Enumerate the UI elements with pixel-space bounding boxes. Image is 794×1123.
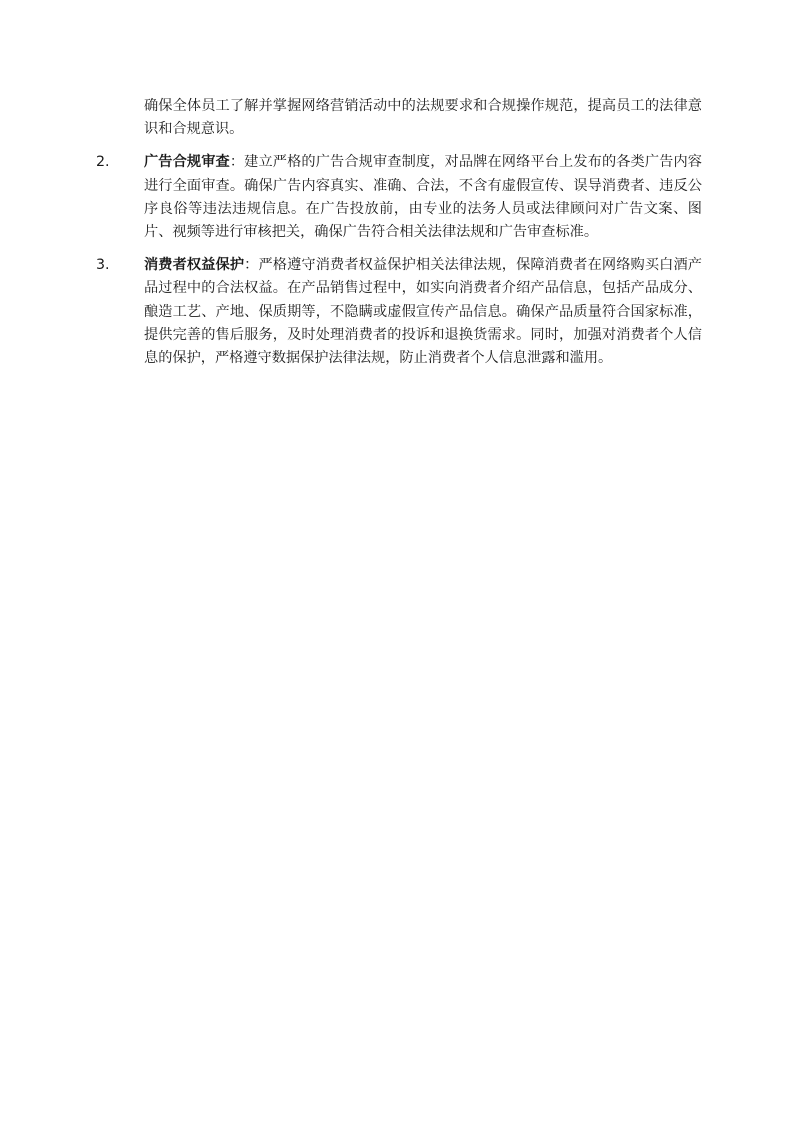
list-item-term: 广告合规审查 xyxy=(144,154,230,171)
list-item-3 xyxy=(96,254,702,370)
list-item-2 xyxy=(96,151,702,244)
list-item-body: ：建立严格的广告合规审查制度，对品牌在网络平台上发布的各类广告内容进行全面审查。确保广告内容真实、准确、合法，不含有虚假宣传、误导消费者、违反公序良俗等违法违规信息。在广告投放前，由专业的法务人员或法律顾问对广告文案、图片、视频等进行审核把关，确保广告符合相关法律法规和广告审查标准。 xyxy=(144,154,702,241)
list-number: 3. xyxy=(96,257,110,274)
list-item-text xyxy=(144,151,702,244)
list-item-body: ：严格遵守消费者权益保护相关法律法规，保障消费者在网络购买白酒产品过程中的合法权益。在产品销售过程中，如实向消费者介绍产品信息，包括产品成分、酿造工艺、产地、保质期等，不隐瞒或虚假宣传产品信息。确保产品质量符合国家标准，提供完善的售后服务，及时处理消费者的投诉和退换货需求。同时，加强对消费者个人信息的保护，严格遵守数据保护法律法规，防止消费者个人信息泄露和滥用。 xyxy=(144,257,702,367)
document-body xyxy=(96,95,702,370)
continuation-paragraph: 确保全体员工了解并掌握网络营销活动中的法规要求和合规操作规范，提高员工的法律意识和合规意识。 xyxy=(144,98,702,138)
list-item-term: 消费者权益保护 xyxy=(144,257,245,274)
list-number: 2. xyxy=(96,154,110,171)
list-item-text xyxy=(144,254,702,370)
